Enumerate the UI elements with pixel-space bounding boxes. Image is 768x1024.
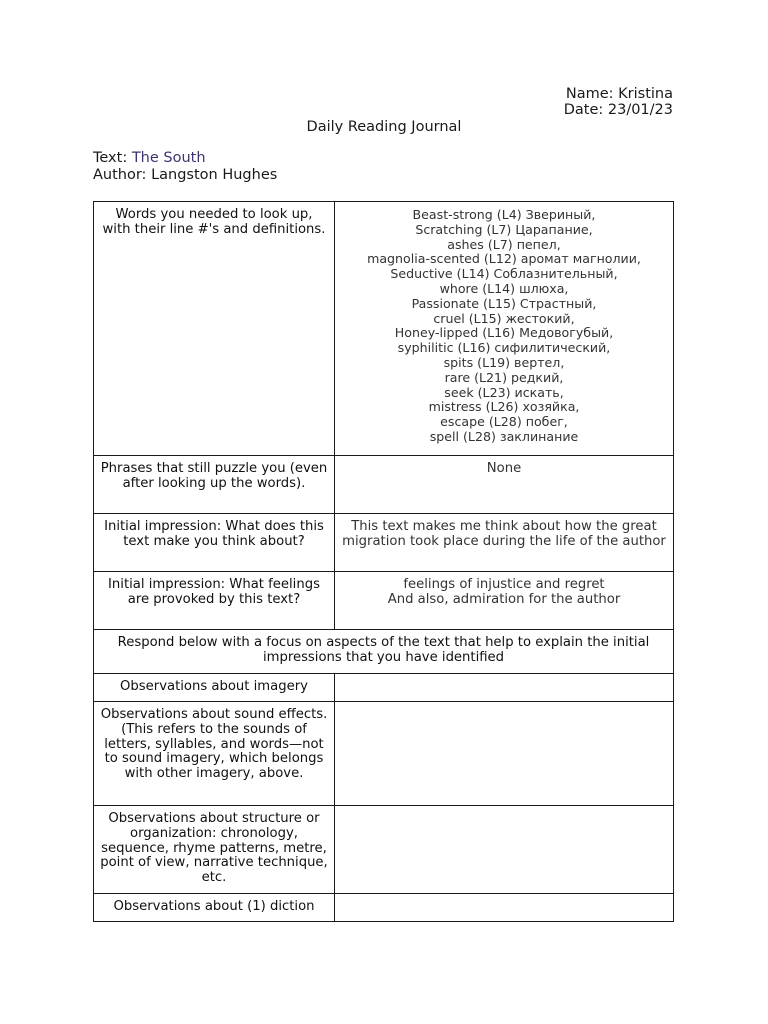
prompt-cell: Words you needed to look up, with their line #'s and definitions.	[94, 202, 335, 456]
table-row	[94, 630, 674, 674]
author-label: Author:	[93, 167, 147, 183]
author-line	[93, 167, 277, 184]
word-entry: syphilitic (L16) сифилитический,	[397, 340, 611, 356]
word-entry: magnolia-scented (L12) аромат магнолии,	[367, 251, 641, 267]
date-label: Date:	[563, 102, 604, 118]
name-value: Kristina	[618, 86, 673, 102]
answer-cell[interactable]	[335, 702, 674, 806]
answer-cell[interactable]	[335, 674, 674, 702]
answer-cell[interactable]: None	[335, 456, 674, 514]
header-info	[564, 86, 673, 118]
answer-line: And also, admiration for the author	[387, 591, 621, 607]
word-entry: ashes (L7) пепел,	[447, 236, 561, 252]
table-row	[94, 702, 674, 806]
word-entry: seek (L23) искать,	[444, 384, 564, 400]
date-value: 23/01/23	[607, 102, 673, 118]
text-label: Text:	[93, 150, 128, 166]
name-label: Name:	[565, 86, 614, 102]
prompt-cell: Initial impression: What does this text make you think about?	[94, 514, 335, 572]
word-entry: escape (L28) побег,	[440, 414, 568, 430]
word-entry: mistress (L26) хозяйка,	[428, 399, 580, 415]
answer-cell[interactable]	[335, 572, 674, 630]
instruction-cell: Respond below with a focus on aspects of the text that help to explain the initial impressions that you have identified	[94, 630, 674, 674]
prompt-cell: Observations about (1) diction	[94, 894, 335, 922]
text-line	[93, 150, 277, 167]
table-row	[94, 514, 674, 572]
journal-table	[93, 201, 674, 922]
prompt-cell: Observations about structure or organization: chronology, sequence, rhyme patterns, metre, point of view, narrative technique, etc.	[94, 806, 335, 894]
table-row	[94, 202, 674, 456]
date-line	[564, 102, 673, 118]
prompt-cell: Initial impression: What feelings are provoked by this text?	[94, 572, 335, 630]
word-entry: Seductive (L14) Соблазнительный,	[390, 266, 618, 282]
word-entry: Passionate (L15) Страстный,	[411, 295, 597, 311]
page-title: Daily Reading Journal	[306, 119, 462, 135]
word-entry: spits (L19) вертел,	[443, 354, 565, 370]
table-row	[94, 572, 674, 630]
text-info	[93, 150, 277, 184]
word-entry: cruel (L15) жестокий,	[433, 310, 575, 326]
words-cell[interactable]	[335, 202, 674, 456]
answer-line: feelings of injustice and regret	[403, 577, 605, 592]
word-entry: spell (L28) заклинание	[429, 428, 579, 444]
prompt-cell: Observations about imagery	[94, 674, 335, 702]
word-entry: Beast-strong (L4) Звериный,	[412, 207, 596, 222]
table-row	[94, 806, 674, 894]
word-entry: whore (L14) шлюха,	[439, 280, 569, 296]
word-entry: Honey-lipped (L16) Медовогубый,	[394, 325, 614, 341]
prompt-cell: Phrases that still puzzle you (even after looking up the words).	[94, 456, 335, 514]
name-line	[564, 86, 673, 102]
answer-cell[interactable]: This text makes me think about how the great migration took place during the life of the author	[335, 514, 674, 572]
table-row	[94, 894, 674, 922]
text-value: The South	[131, 150, 206, 166]
prompt-cell: Observations about sound effects. (This refers to the sounds of letters, syllables, and words—not to sound imagery, which belongs with other imagery, above.	[94, 702, 335, 806]
answer-cell[interactable]	[335, 806, 674, 894]
word-entry: rare (L21) редкий,	[444, 369, 564, 385]
table-row	[94, 456, 674, 514]
author-value: Langston Hughes	[151, 167, 278, 183]
table-row	[94, 674, 674, 702]
word-entry: Scratching (L7) Царапание,	[415, 221, 593, 237]
answer-cell[interactable]	[335, 894, 674, 922]
